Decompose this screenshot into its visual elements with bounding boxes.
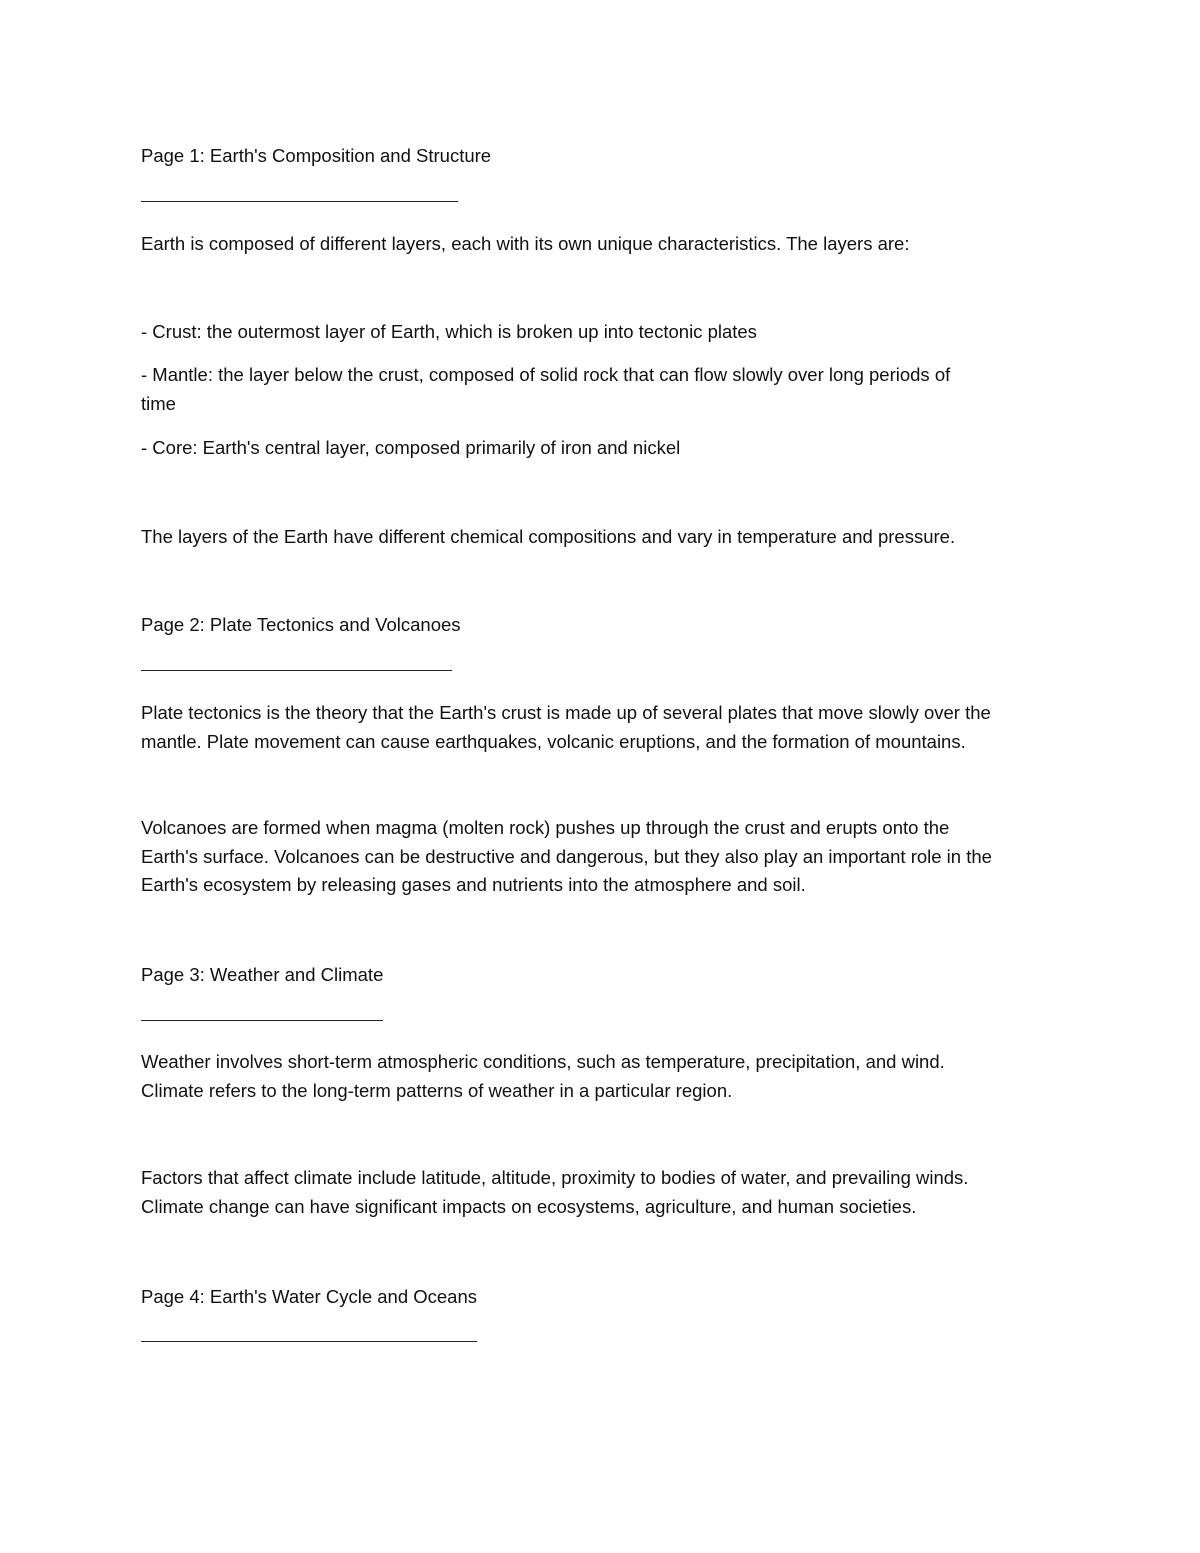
section-2-heading: Page 2: Plate Tectonics and Volcanoes [141,614,461,635]
section-2-paragraph-2-line-2: Earth's surface. Volcanoes can be destructive and dangerous, but they also play an important role in the [141,845,992,867]
section-1-heading: Page 1: Earth's Composition and Structure [141,145,492,166]
section-2-paragraph-2-line-3: Earth's ecosystem by releasing gases and nutrients into the atmosphere and soil. [141,874,806,895]
section-1-intro: Earth is composed of different layers, each with its own unique characteristics. The layers are: [141,233,910,254]
section-3-paragraph-2-line-2: Climate change can have significant impacts on ecosystems, agriculture, and human societies. [141,1195,917,1217]
section-2-paragraph-1-line-2: mantle. Plate movement can cause earthquakes, volcanic eruptions, and the formation of mountains. [141,730,966,752]
section-3-paragraph-1-line-1: Weather involves short-term atmospheric conditions, such as temperature, precipitation, and wind. [141,1051,945,1072]
section-1-bullet-core: - Core: Earth's central layer, composed primarily of iron and nickel [141,437,681,458]
section-3-heading: Page 3: Weather and Climate [141,964,384,985]
section-3-paragraph-2 [141,1164,1071,1221]
section-4-heading: Page 4: Earth's Water Cycle and Oceans [141,1286,478,1307]
section-2-paragraph-1 [141,699,1071,756]
section-1-bullet-mantle-line-2: time [141,392,176,414]
section-2-paragraph-1-line-1: Plate tectonics is the theory that the Earth's crust is made up of several plates that move slowly over the [141,702,991,723]
section-3-divider [141,1020,383,1021]
section-4-divider [141,1341,477,1342]
section-2-paragraph-2 [141,814,1071,900]
section-1-bullet-mantle [141,361,1071,418]
section-1-closing: The layers of the Earth have different chemical compositions and vary in temperature and pressure. [141,526,956,547]
section-1-bullet-crust: - Crust: the outermost layer of Earth, which is broken up into tectonic plates [141,321,757,342]
section-3-paragraph-1 [141,1048,1071,1105]
section-2-paragraph-2-line-1: Volcanoes are formed when magma (molten rock) pushes up through the crust and erupts onto the [141,817,950,838]
section-3-paragraph-2-line-1: Factors that affect climate include latitude, altitude, proximity to bodies of water, and prevailing winds. [141,1167,969,1188]
section-1-divider [141,201,458,202]
section-2-divider [141,670,452,671]
section-1-bullet-mantle-line-1: - Mantle: the layer below the crust, composed of solid rock that can flow slowly over long periods of [141,364,951,385]
section-3-paragraph-1-line-2: Climate refers to the long-term patterns of weather in a particular region. [141,1079,733,1101]
